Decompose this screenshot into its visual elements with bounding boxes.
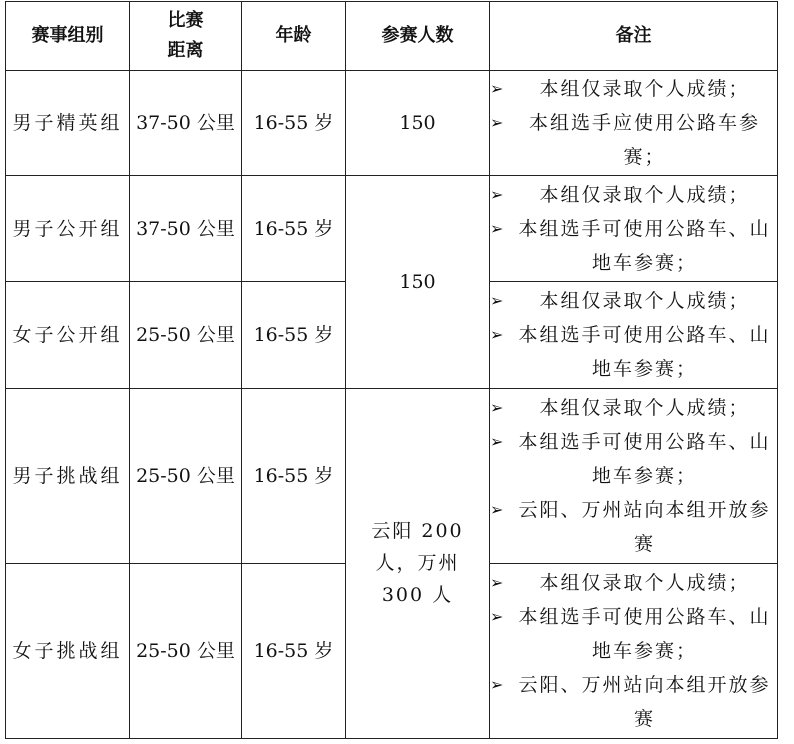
header-age: 年龄 (242, 2, 346, 71)
bullet-arrow-icon: ➢ (490, 398, 506, 417)
header-notes: 备注 (490, 2, 778, 71)
header-group: 赛事组别 (6, 2, 130, 71)
cell-age: 16-55 岁 (242, 176, 346, 282)
cell-distance: 25-50 公里 (130, 389, 242, 564)
cell-group: 女子公开组 (6, 282, 130, 389)
note-item: ➢ 本组选手可使用公路车、山地车参赛； (490, 318, 777, 386)
bullet-arrow-icon: ➢ (490, 218, 506, 238)
bullet-arrow-icon: ➢ (490, 573, 506, 592)
bullet-arrow-icon: ➢ (490, 325, 506, 344)
header-count: 参赛人数 (346, 2, 490, 71)
note-item: ➢ 云阳、万州站向本组开放参赛 (490, 493, 777, 561)
note-item: ➢ 本组选手可使用公路车、山地车参赛； (490, 212, 777, 280)
note-item: ➢ 本组仅录取个人成绩； (490, 391, 777, 425)
count-text: 云阳 200 人，万州 300 人 (371, 520, 464, 606)
cell-count-merged: 150 (346, 176, 490, 389)
cell-group: 男子公开组 (6, 176, 130, 282)
cell-distance: 37-50 公里 (130, 71, 242, 176)
header-distance-line2: 距离 (167, 40, 204, 61)
note-item: ➢ 本组选手可使用公路车、山地车参赛； (490, 425, 777, 493)
cell-age: 16-55 岁 (242, 282, 346, 389)
cell-distance: 25-50 公里 (130, 282, 242, 389)
cell-notes (490, 176, 778, 282)
note-item: ➢ 本组仅录取个人成绩； (490, 178, 777, 212)
bullet-arrow-icon: ➢ (490, 675, 506, 694)
cell-distance: 25-50 公里 (130, 564, 242, 739)
bullet-arrow-icon: ➢ (490, 184, 506, 204)
bullet-arrow-icon: ➢ (490, 432, 506, 451)
table-header-row (6, 2, 778, 71)
header-distance-line1: 比赛 (167, 10, 204, 31)
cell-age: 16-55 岁 (242, 389, 346, 564)
cell-age: 16-55 岁 (242, 71, 346, 176)
table-row (6, 71, 778, 176)
table-row (6, 389, 778, 564)
note-item: ➢ 本组仅录取个人成绩； (490, 284, 777, 318)
header-distance (130, 2, 242, 71)
cell-age: 16-55 岁 (242, 564, 346, 739)
note-item: ➢ 本组仅录取个人成绩； (490, 72, 777, 106)
note-item: ➢ 本组选手可使用公路车、山地车参赛； (490, 600, 777, 668)
cell-count-merged (346, 389, 490, 739)
bullet-arrow-icon: ➢ (490, 607, 506, 626)
table-row (6, 176, 778, 282)
note-item: ➢ 本组选手应使用公路车参赛； (490, 106, 777, 174)
cell-notes (490, 389, 778, 564)
cell-group: 男子挑战组 (6, 389, 130, 564)
bullet-arrow-icon: ➢ (490, 291, 506, 310)
bullet-arrow-icon: ➢ (490, 79, 506, 98)
cell-notes (490, 282, 778, 389)
cell-notes (490, 71, 778, 176)
note-item: ➢ 本组仅录取个人成绩； (490, 566, 777, 600)
cell-group: 男子精英组 (6, 71, 130, 176)
note-item: ➢ 云阳、万州站向本组开放参赛 (490, 668, 777, 736)
cell-distance: 37-50 公里 (130, 176, 242, 282)
bullet-arrow-icon: ➢ (490, 113, 506, 132)
bullet-arrow-icon: ➢ (490, 500, 506, 519)
cell-group: 女子挑战组 (6, 564, 130, 739)
cell-count: 150 (346, 71, 490, 176)
race-groups-table (5, 1, 778, 739)
cell-notes (490, 564, 778, 739)
